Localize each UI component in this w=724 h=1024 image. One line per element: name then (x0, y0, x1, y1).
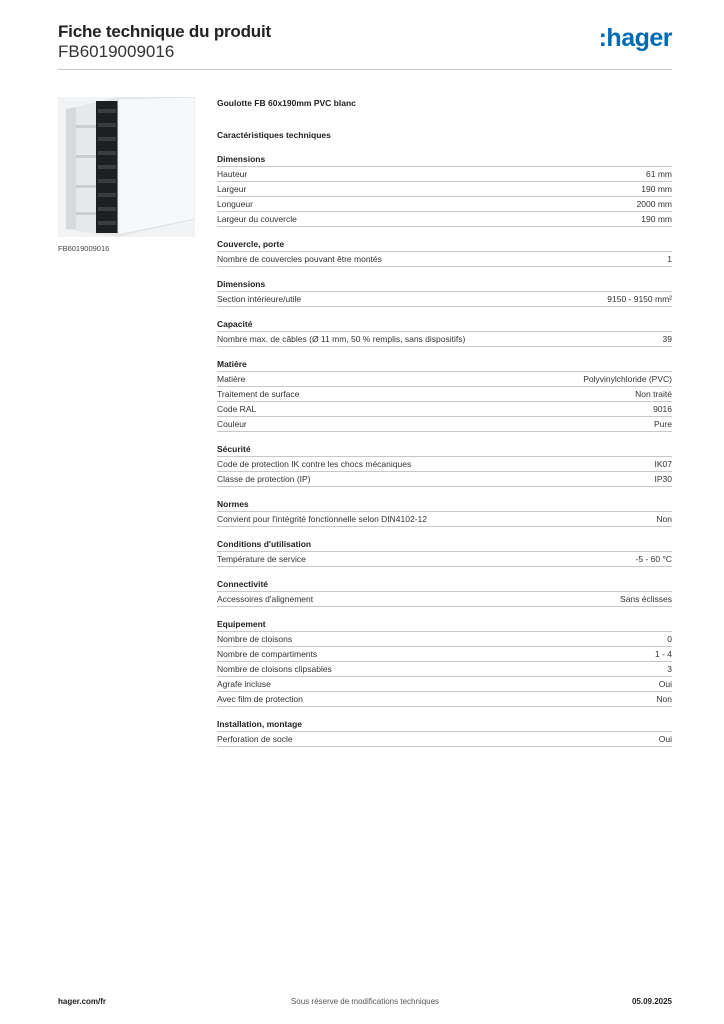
spec-group-title: Conditions d'utilisation (217, 537, 672, 552)
spec-group (217, 497, 672, 527)
spec-value: 1 - 4 (654, 649, 672, 659)
spec-label: Code de protection IK contre les chocs mécaniques (217, 459, 412, 469)
spec-value: 1 (667, 254, 672, 264)
spec-value: Oui (658, 734, 672, 744)
spec-value: 190 mm (641, 184, 672, 194)
spec-label: Couleur (217, 419, 247, 429)
spec-label: Largeur (217, 184, 247, 194)
footer-disclaimer: Sous réserve de modifications techniques (290, 997, 440, 1006)
spec-row (217, 212, 672, 227)
spec-group (217, 317, 672, 347)
spec-group-title: Matière (217, 357, 672, 372)
spec-label: Largeur du couvercle (217, 214, 297, 224)
spec-value: 0 (667, 634, 672, 644)
spec-value: 9016 (653, 404, 672, 414)
spec-label: Hauteur (217, 169, 248, 179)
spec-group (217, 617, 672, 707)
spec-value: IK07 (654, 459, 672, 469)
spec-group-title: Normes (217, 497, 672, 512)
cable-trunking-illustration (58, 97, 195, 237)
spec-label: Avec film de protection (217, 694, 303, 704)
spec-label: Code RAL (217, 404, 257, 414)
spec-row (217, 167, 672, 182)
spec-label: Nombre max. de câbles (Ø 11 mm, 50 % remplis, sans dispositifs) (217, 334, 466, 344)
spec-value: 9150 - 9150 mm² (607, 294, 672, 304)
product-reference: FB6019009016 (58, 42, 175, 61)
spec-group-title: Dimensions (217, 277, 672, 292)
spec-value: Non (656, 514, 672, 524)
spec-label: Longueur (217, 199, 253, 209)
spec-group (217, 357, 672, 432)
spec-label: Agrafe incluse (217, 679, 271, 689)
spec-value: Pure (654, 419, 672, 429)
spec-row (217, 732, 672, 747)
spec-group-title: Dimensions (217, 152, 672, 167)
spec-value: 190 mm (641, 214, 672, 224)
spec-row (217, 647, 672, 662)
spec-value: 39 (662, 334, 672, 344)
spec-row (217, 387, 672, 402)
spec-label: Nombre de compartiments (217, 649, 318, 659)
spec-row (217, 332, 672, 347)
spec-label: Perforation de socle (217, 734, 293, 744)
hager-logo: :hager (598, 24, 672, 52)
spec-row (217, 677, 672, 692)
spec-row (217, 402, 672, 417)
spec-value: IP30 (654, 474, 672, 484)
spec-row (217, 512, 672, 527)
spec-row (217, 417, 672, 432)
product-image (58, 97, 195, 237)
spec-row (217, 182, 672, 197)
spec-value: -5 - 60 °C (635, 554, 672, 564)
image-caption: FB6019009016 (58, 244, 110, 253)
spec-row (217, 632, 672, 647)
spec-group-title: Couvercle, porte (217, 237, 672, 252)
spec-group-title: Capacité (217, 317, 672, 332)
spec-label: Nombre de cloisons clipsables (217, 664, 332, 674)
spec-value: Polyvinylchloride (PVC) (583, 374, 672, 384)
spec-value: 61 mm (646, 169, 672, 179)
spec-row (217, 252, 672, 267)
spec-value: Non traité (635, 389, 672, 399)
spec-group (217, 152, 672, 227)
spec-label: Température de service (217, 554, 306, 564)
spec-row (217, 197, 672, 212)
footer-website: hager.com/fr (58, 997, 107, 1006)
page-footer (58, 997, 672, 1009)
spec-heading: Caractéristiques techniques (217, 130, 331, 140)
spec-label: Section intérieure/utile (217, 294, 302, 304)
spec-group (217, 277, 672, 307)
spec-groups (217, 152, 672, 747)
page-title: Fiche technique du produit (58, 22, 271, 41)
spec-row (217, 472, 672, 487)
spec-row (217, 662, 672, 677)
spec-value: Sans éclisses (620, 594, 672, 604)
spec-label: Nombre de cloisons (217, 634, 293, 644)
spec-content (217, 96, 672, 747)
spec-label: Classe de protection (IP) (217, 474, 311, 484)
page-header (58, 20, 672, 70)
spec-group (217, 577, 672, 607)
spec-group-title: Equipement (217, 617, 672, 632)
spec-group-title: Installation, montage (217, 717, 672, 732)
spec-group-title: Connectivité (217, 577, 672, 592)
spec-value: Non (656, 694, 672, 704)
spec-group-title: Sécurité (217, 442, 672, 457)
spec-group (217, 237, 672, 267)
footer-date: 05.09.2025 (631, 997, 672, 1006)
spec-value: Oui (658, 679, 672, 689)
spec-row (217, 372, 672, 387)
spec-row (217, 552, 672, 567)
spec-label: Convient pour l'intégrité fonctionnelle selon DIN4102-12 (217, 514, 428, 524)
spec-label: Matière (217, 374, 246, 384)
spec-group (217, 717, 672, 747)
spec-row (217, 692, 672, 707)
spec-value: 3 (667, 664, 672, 674)
spec-value: 2000 mm (636, 199, 672, 209)
product-name: Goulotte FB 60x190mm PVC blanc (217, 98, 356, 108)
spec-row (217, 292, 672, 307)
spec-group (217, 442, 672, 487)
spec-row (217, 592, 672, 607)
spec-group (217, 537, 672, 567)
spec-label: Nombre de couvercles pouvant être montés (217, 254, 382, 264)
spec-label: Traitement de surface (217, 389, 300, 399)
header-divider (58, 69, 672, 70)
spec-label: Accessoires d'alignement (217, 594, 314, 604)
spec-row (217, 457, 672, 472)
